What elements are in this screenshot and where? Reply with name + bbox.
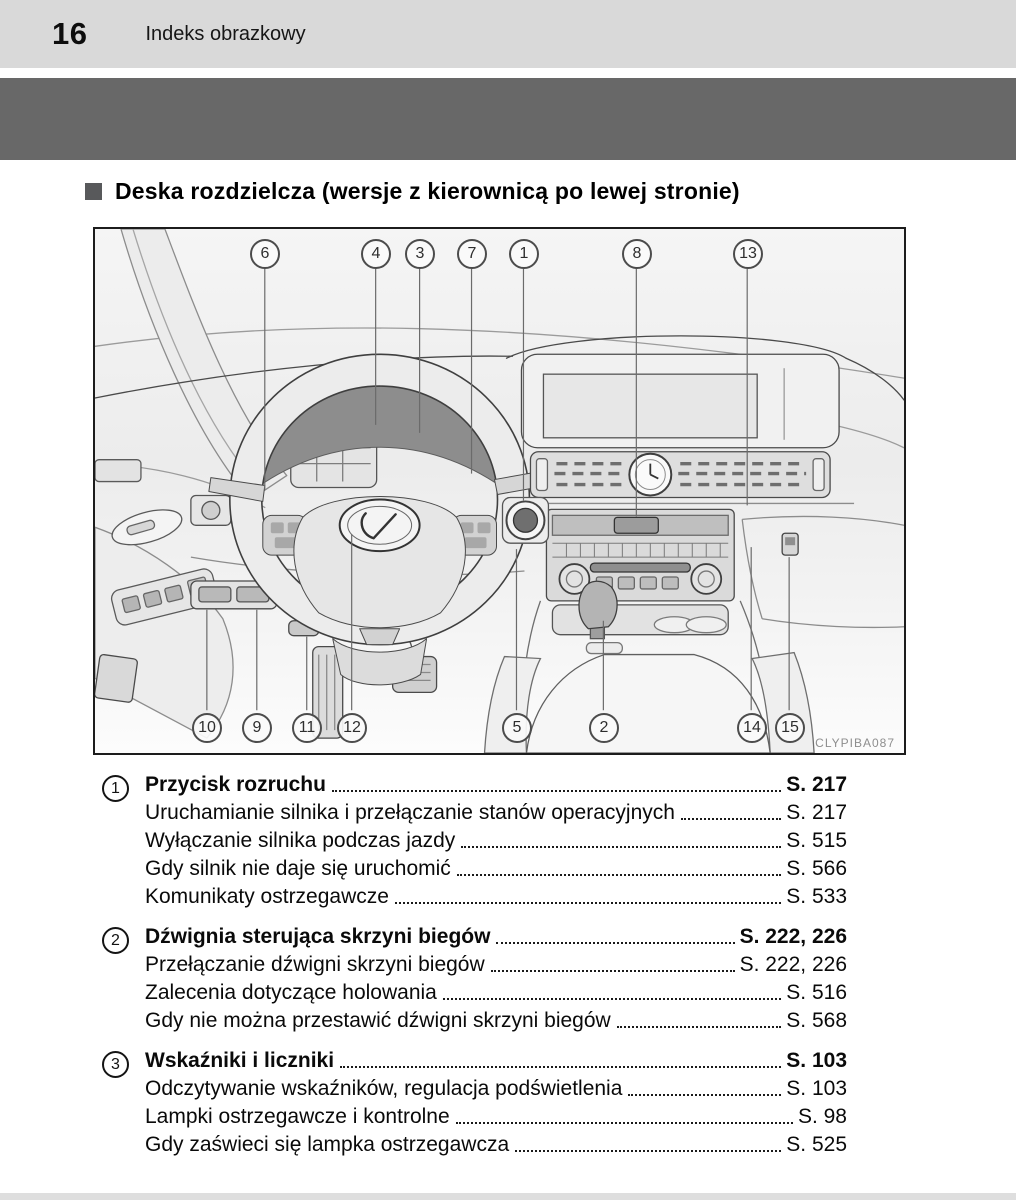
section-title: Deska rozdzielcza (wersje z kierownicą po lewej stronie) [115,178,740,204]
subentry-title: Uruchamianie silnika i przełączanie stanów operacyjnych [145,801,675,824]
subentry-page-ref: S. 98 [797,1105,847,1128]
callout-6: 6 [250,239,280,269]
dot-leader [443,998,781,1000]
index-subentry [93,1103,847,1131]
subentry-title: Zalecenia dotyczące holowania [145,981,437,1004]
callout-4: 4 [361,239,391,269]
callout-12: 12 [337,713,367,743]
index-subentry [93,855,847,883]
index-subentry [93,883,847,911]
subentry-page-ref: S. 222, 226 [739,953,847,976]
chapter-banner [0,78,1016,160]
index-subentry [93,1131,847,1159]
picture-index-list [93,768,847,1168]
callout-9: 9 [242,713,272,743]
dot-leader [457,874,781,876]
dot-leader [617,1026,782,1028]
index-group-3 [93,1044,847,1159]
subentry-title: Gdy nie można przestawić dźwigni skrzyni biegów [145,1009,611,1032]
subentry-title: Wyłączanie silnika podczas jazdy [145,829,456,852]
index-subentry [93,1075,847,1103]
subentry-page-ref: S. 217 [786,801,847,824]
dot-leader [340,1066,781,1068]
index-subentry [93,827,847,855]
entry-page-ref: S. 217 [786,773,847,796]
callout-15: 15 [775,713,805,743]
subentry-title: Gdy silnik nie daje się uruchomić [145,857,451,880]
entry-title: Dźwignia sterująca skrzyni biegów [145,925,491,948]
callout-10: 10 [192,713,222,743]
entry-title: Przycisk rozruchu [145,773,326,796]
dashboard-diagram [93,227,906,755]
index-subentry [93,951,847,979]
section-heading [85,178,740,205]
subentry-page-ref: S. 566 [786,857,847,880]
subentry-page-ref: S. 568 [786,1009,847,1032]
dot-leader [681,818,781,820]
dot-leader [491,970,735,972]
callout-11: 11 [292,713,322,743]
dot-leader [456,1122,793,1124]
callout-1: 1 [509,239,539,269]
subentry-title: Gdy zaświeci się lampka ostrzegawcza [145,1133,510,1156]
index-entry [93,920,847,951]
index-entry [93,768,847,799]
subentry-page-ref: S. 516 [786,981,847,1004]
subentry-title: Odczytywanie wskaźników, regulacja podświetlenia [145,1077,623,1100]
entry-title: Wskaźniki i liczniki [145,1049,335,1072]
entry-page-ref: S. 222, 226 [739,925,847,948]
chapter-label: Indeks obrazkowy [145,22,306,45]
entry-page-ref: S. 103 [786,1049,847,1072]
callout-5: 5 [502,713,532,743]
dot-leader [628,1094,781,1096]
callout-13: 13 [733,239,763,269]
subentry-title: Komunikaty ostrzegawcze [145,885,389,908]
dot-leader [515,1150,781,1152]
index-group-1 [93,768,847,911]
dot-leader [332,790,781,792]
subentry-title: Lampki ostrzegawcze i kontrolne [145,1105,450,1128]
page-header [0,0,1016,68]
callout-8: 8 [622,239,652,269]
figure-code-watermark: CLYPIBA087 [815,736,895,750]
subentry-page-ref: S. 525 [786,1133,847,1156]
index-subentry [93,979,847,1007]
callout-2: 2 [589,713,619,743]
index-subentry [93,1007,847,1035]
subentry-page-ref: S. 533 [786,885,847,908]
entry-number: 3 [102,1051,129,1078]
page-number: 16 [52,16,88,51]
callout-3: 3 [405,239,435,269]
index-group-2 [93,920,847,1035]
dot-leader [461,846,781,848]
dot-leader [496,942,734,944]
index-entry [93,1044,847,1075]
callout-7: 7 [457,239,487,269]
dot-leader [395,902,781,904]
index-subentry [93,799,847,827]
callout-14: 14 [737,713,767,743]
entry-number: 1 [102,775,129,802]
subentry-page-ref: S. 103 [786,1077,847,1100]
page-bottom-strip [0,1193,1016,1200]
square-bullet-icon [85,183,102,200]
subentry-title: Przełączanie dźwigni skrzyni biegów [145,953,485,976]
dashboard-line-art [95,229,904,753]
subentry-page-ref: S. 515 [786,829,847,852]
entry-number: 2 [102,927,129,954]
